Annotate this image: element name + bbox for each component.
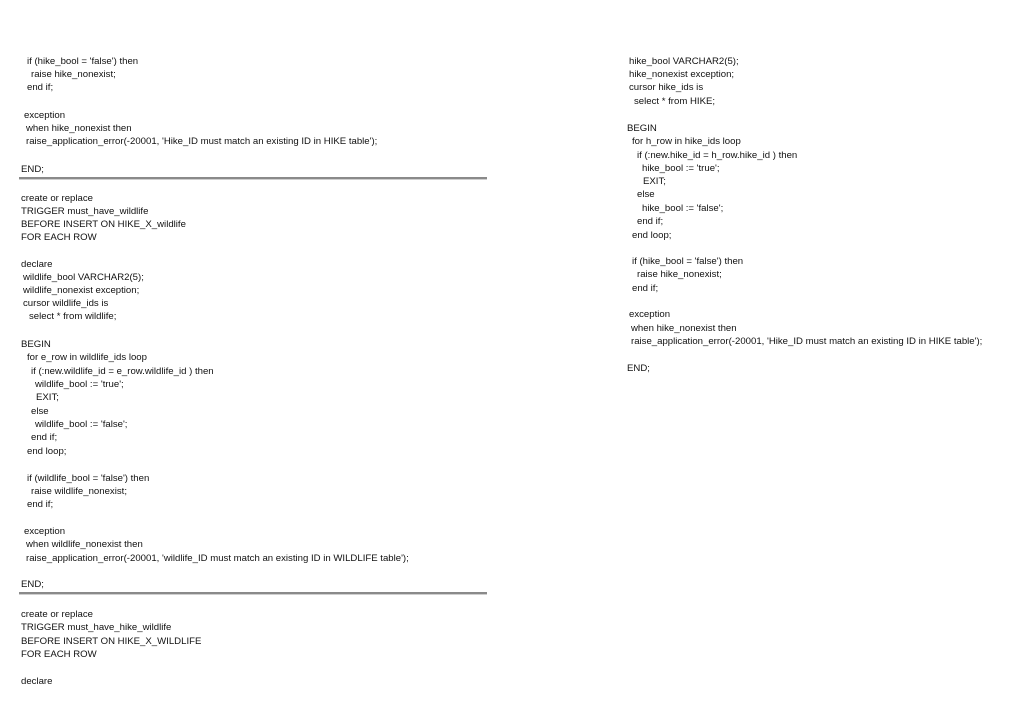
code-line: END; bbox=[21, 164, 44, 175]
code-line: end if; bbox=[27, 82, 54, 93]
code-line: hike_bool := 'true'; bbox=[642, 163, 720, 174]
code-line: EXIT; bbox=[643, 176, 666, 187]
code-line: BEFORE INSERT ON HIKE_X_wildlife bbox=[21, 219, 186, 230]
code-line: raise wildlife_nonexist; bbox=[31, 486, 127, 497]
code-line: raise hike_nonexist; bbox=[31, 69, 116, 80]
code-line: exception bbox=[24, 526, 66, 537]
code-line: when hike_nonexist then bbox=[26, 123, 132, 134]
code-line: raise_application_error(-20001, 'wildlife_ID must match an existing ID in WILDLIFE table'); bbox=[26, 553, 409, 564]
code-line: raise_application_error(-20001, 'Hike_ID must match an existing ID in HIKE table'); bbox=[631, 336, 983, 347]
code-line: END; bbox=[21, 579, 44, 590]
code-line: EXIT; bbox=[36, 392, 59, 403]
code-line: cursor wildlife_ids is bbox=[23, 298, 109, 309]
code-line: declare bbox=[21, 676, 53, 687]
code-line: else bbox=[31, 406, 49, 417]
code-line: exception bbox=[629, 309, 671, 320]
code-line: exception bbox=[24, 110, 66, 121]
code-line: BEFORE INSERT ON HIKE_X_WILDLIFE bbox=[21, 636, 202, 647]
code-line: END; bbox=[627, 363, 650, 374]
code-line: end if; bbox=[31, 432, 58, 443]
code-line: wildlife_bool := 'true'; bbox=[35, 379, 124, 390]
code-line: end loop; bbox=[632, 230, 672, 241]
code-line: create or replace bbox=[21, 609, 93, 620]
code-line: for h_row in hike_ids loop bbox=[632, 136, 741, 147]
code-line: select * from wildlife; bbox=[29, 311, 117, 322]
code-line: FOR EACH ROW bbox=[21, 232, 97, 243]
code-line: wildlife_bool := 'false'; bbox=[35, 419, 128, 430]
code-line: end if; bbox=[637, 216, 664, 227]
code-line: TRIGGER must_have_wildlife bbox=[21, 206, 149, 217]
code-line: for e_row in wildlife_ids loop bbox=[27, 352, 147, 363]
code-line: when wildlife_nonexist then bbox=[26, 539, 143, 550]
code-line: create or replace bbox=[21, 193, 93, 204]
code-line: cursor hike_ids is bbox=[629, 82, 704, 93]
code-line: if (hike_bool = 'false') then bbox=[632, 256, 744, 267]
code-line: BEGIN bbox=[21, 339, 51, 350]
code-line: select * from HIKE; bbox=[634, 96, 716, 107]
code-line: BEGIN bbox=[627, 123, 657, 134]
code-line: end loop; bbox=[27, 446, 67, 457]
code-line: if (wildlife_bool = 'false') then bbox=[27, 473, 150, 484]
code-line: hike_bool := 'false'; bbox=[642, 203, 724, 214]
code-line: raise_application_error(-20001, 'Hike_ID must match an existing ID in HIKE table'); bbox=[26, 136, 378, 147]
code-line: raise hike_nonexist; bbox=[637, 269, 722, 280]
code-line: TRIGGER must_have_hike_wildlife bbox=[21, 622, 172, 633]
code-line: if (:new.wildlife_id = e_row.wildlife_id ) then bbox=[31, 366, 214, 377]
section-divider bbox=[19, 177, 487, 180]
code-line: when hike_nonexist then bbox=[631, 323, 737, 334]
code-line: if (hike_bool = 'false') then bbox=[27, 56, 139, 67]
code-line: hike_nonexist exception; bbox=[629, 69, 735, 80]
code-line: else bbox=[637, 189, 655, 200]
code-line: declare bbox=[21, 259, 53, 270]
code-line: end if; bbox=[632, 283, 659, 294]
code-line: wildlife_bool VARCHAR2(5); bbox=[23, 272, 144, 283]
code-line: FOR EACH ROW bbox=[21, 649, 97, 660]
code-line: wildlife_nonexist exception; bbox=[23, 285, 140, 296]
code-line: hike_bool VARCHAR2(5); bbox=[629, 56, 739, 67]
left-code-column bbox=[0, 0, 500, 725]
code-line: end if; bbox=[27, 499, 54, 510]
right-code-column bbox=[600, 0, 1020, 725]
code-line: if (:new.hike_id = h_row.hike_id ) then bbox=[637, 150, 798, 161]
section-divider bbox=[19, 592, 487, 595]
